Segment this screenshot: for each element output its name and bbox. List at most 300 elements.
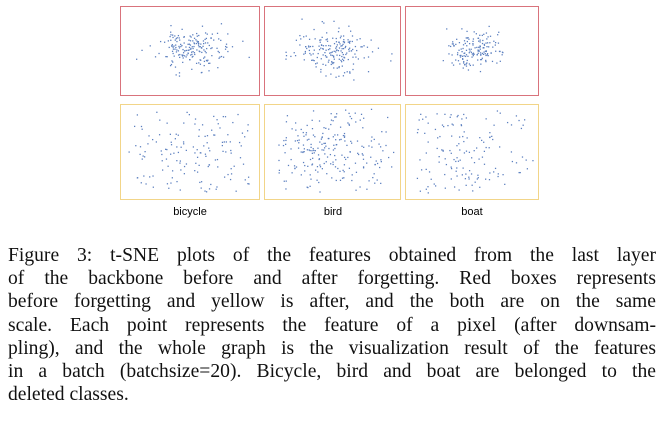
- scatter-point: [206, 48, 207, 49]
- scatter-point: [206, 52, 207, 53]
- scatter-point: [486, 147, 487, 148]
- scatter-point: [176, 74, 177, 75]
- scatter-point: [335, 51, 336, 52]
- scatter-point: [186, 50, 187, 51]
- scatter-point: [422, 119, 423, 120]
- scatter-point: [467, 137, 468, 138]
- scatter-point: [307, 125, 308, 126]
- scatter-point: [315, 150, 316, 151]
- scatter-point: [231, 152, 232, 153]
- scatter-point: [343, 54, 344, 55]
- scatter-point: [148, 135, 149, 136]
- scatter-point: [435, 129, 436, 130]
- scatter-point: [469, 43, 470, 44]
- scatter-point: [425, 116, 426, 117]
- scatter-point: [167, 183, 168, 184]
- scatter-point: [466, 54, 467, 55]
- scatter-point: [303, 144, 304, 145]
- scatter-point: [368, 71, 369, 72]
- class-label-bird: bird: [323, 206, 343, 218]
- scatter-point: [351, 50, 352, 51]
- scatter-point: [300, 38, 301, 39]
- scatter-point: [347, 157, 348, 158]
- scatter-point: [323, 45, 324, 46]
- scatter-point: [439, 156, 440, 157]
- scatter-point: [330, 54, 331, 55]
- scatter-point: [220, 40, 221, 41]
- scatter-point: [447, 125, 448, 126]
- scatter-point: [448, 53, 449, 54]
- scatter-point: [231, 173, 232, 174]
- scatter-point: [371, 140, 372, 141]
- scatter-point: [196, 43, 197, 44]
- scatter-point: [484, 44, 485, 45]
- scatter-point: [489, 179, 490, 180]
- scatter-point: [208, 147, 209, 148]
- scatter-point: [355, 113, 356, 114]
- scatter-point: [490, 36, 491, 37]
- scatter-point: [480, 55, 481, 56]
- scatter-point: [471, 56, 472, 57]
- scatter-point: [444, 174, 445, 175]
- scatter-point: [187, 44, 188, 45]
- scatter-point: [427, 186, 428, 187]
- scatter-point: [192, 56, 193, 57]
- scatter-point: [371, 136, 372, 137]
- scatter-point: [474, 47, 475, 48]
- scatter-point: [301, 129, 302, 130]
- scatter-point: [227, 134, 228, 135]
- scatter-point: [342, 44, 343, 45]
- scatter-point: [325, 65, 326, 66]
- scatter-point: [217, 33, 218, 34]
- scatter-point: [378, 143, 379, 144]
- scatter-point: [325, 143, 326, 144]
- scatter-point: [350, 31, 351, 32]
- scatter-point: [198, 45, 199, 46]
- scatter-point: [474, 31, 475, 32]
- scatter-point: [290, 56, 291, 57]
- scatter-point: [203, 49, 204, 50]
- scatter-point: [454, 45, 455, 46]
- scatter-point: [473, 55, 474, 56]
- scatter-point: [321, 144, 322, 145]
- scatter-point: [199, 182, 200, 183]
- scatter-point: [523, 125, 524, 126]
- scatter-point: [380, 183, 381, 184]
- scatter-point: [315, 170, 316, 171]
- scatter-point: [482, 40, 483, 41]
- scatter-point: [321, 44, 322, 45]
- scatter-point: [333, 149, 334, 150]
- scatter-point: [344, 164, 345, 165]
- scatter-point: [518, 120, 519, 121]
- scatter-point: [312, 128, 313, 129]
- scatter-point: [176, 49, 177, 50]
- scatter-point: [172, 51, 173, 52]
- scatter-point: [507, 122, 508, 123]
- scatter-point: [429, 171, 430, 172]
- scatter-point: [323, 143, 324, 144]
- scatter-point: [467, 60, 468, 61]
- scatter-point: [485, 42, 486, 43]
- scatter-point: [201, 72, 202, 73]
- scatter-point: [490, 52, 491, 53]
- scatter-point: [344, 171, 345, 172]
- scatter-point: [336, 41, 337, 42]
- scatter-point: [197, 171, 198, 172]
- scatter-point: [155, 56, 156, 57]
- scatter-point: [337, 44, 338, 45]
- scatter-point: [340, 37, 341, 38]
- scatter-point: [209, 150, 210, 151]
- scatter-point: [358, 58, 359, 59]
- scatter-point: [208, 70, 209, 71]
- scatter-point: [318, 154, 319, 155]
- scatter-point: [183, 57, 184, 58]
- scatter-point: [436, 113, 437, 114]
- scatter-point: [451, 166, 452, 167]
- scatter-point: [367, 47, 368, 48]
- scatter-point: [461, 118, 462, 119]
- scatter-point: [218, 123, 219, 124]
- scatter-point: [343, 39, 344, 40]
- scatter-point: [192, 46, 193, 47]
- scatter-point: [339, 59, 340, 60]
- scatter-point: [374, 173, 375, 174]
- scatter-point: [162, 169, 163, 170]
- scatter-point: [340, 50, 341, 51]
- scatter-point: [216, 119, 217, 120]
- scatter-point: [174, 55, 175, 56]
- scatter-point: [194, 38, 195, 39]
- scatter-point: [340, 139, 341, 140]
- scatter-point: [345, 159, 346, 160]
- scatter-point: [144, 156, 145, 157]
- scatter-point: [234, 166, 235, 167]
- scatter-point: [352, 35, 353, 36]
- after-forgetting-plot-bicycle: [120, 104, 260, 200]
- scatter-point: [298, 142, 299, 143]
- scatter-point: [178, 54, 179, 55]
- scatter-point: [180, 160, 181, 161]
- scatter-point: [483, 34, 484, 35]
- scatter-point: [342, 65, 343, 66]
- scatter-point: [301, 151, 302, 152]
- caption-line: scale. Each point represents the feature of a pixel (after downsam-: [8, 314, 656, 336]
- scatter-point: [308, 45, 309, 46]
- scatter-point: [242, 41, 243, 42]
- scatter-point: [304, 165, 305, 166]
- scatter-point: [493, 171, 494, 172]
- scatter-point: [477, 59, 478, 60]
- scatter-point: [325, 50, 326, 51]
- scatter-point: [328, 148, 329, 149]
- scatter-point: [183, 141, 184, 142]
- after-forgetting-plot-boat: [405, 104, 539, 200]
- scatter-point: [341, 45, 342, 46]
- scatter-point: [499, 51, 500, 52]
- scatter-point: [323, 22, 324, 23]
- scatter-point: [285, 144, 286, 145]
- scatter-point: [335, 159, 336, 160]
- scatter-point: [189, 49, 190, 50]
- scatter-point: [197, 149, 198, 150]
- scatter-point: [472, 190, 473, 191]
- scatter-point: [362, 155, 363, 156]
- scatter-point: [520, 172, 521, 173]
- scatter-point: [431, 179, 432, 180]
- scatter-point: [215, 159, 216, 160]
- scatter-point: [312, 60, 313, 61]
- scatter-point: [463, 67, 464, 68]
- scatter-point: [311, 60, 312, 61]
- scatter-point: [167, 56, 168, 57]
- scatter-point: [349, 51, 350, 52]
- scatter-point: [344, 57, 345, 58]
- scatter-point: [304, 148, 305, 149]
- scatter-point: [230, 150, 231, 151]
- scatter-point: [498, 173, 499, 174]
- scatter-point: [285, 59, 286, 60]
- scatter-point: [200, 152, 201, 153]
- scatter-point: [452, 43, 453, 44]
- scatter-point: [481, 59, 482, 60]
- scatter-point: [500, 113, 501, 114]
- scatter-point: [179, 72, 180, 73]
- scatter-point: [319, 164, 320, 165]
- scatter-point: [319, 49, 320, 50]
- scatter-point: [372, 51, 373, 52]
- scatter-point: [331, 113, 332, 114]
- scatter-point: [279, 170, 280, 171]
- scatter-point: [469, 49, 470, 50]
- scatter-point: [172, 47, 173, 48]
- scatter-point: [179, 162, 180, 163]
- scatter-point: [377, 163, 378, 164]
- scatter-point: [160, 41, 161, 42]
- scatter-point: [340, 45, 341, 46]
- scatter-point: [189, 47, 190, 48]
- scatter-point: [445, 188, 446, 189]
- scatter-point: [451, 153, 452, 154]
- scatter-point: [295, 140, 296, 141]
- scatter-point: [330, 73, 331, 74]
- scatter-point: [329, 53, 330, 54]
- scatter-point: [521, 128, 522, 129]
- scatter-point: [179, 37, 180, 38]
- scatter-point: [484, 164, 485, 165]
- scatter-point: [325, 55, 326, 56]
- scatter-point: [349, 73, 350, 74]
- scatter-point: [171, 144, 172, 145]
- scatter-point: [495, 51, 496, 52]
- scatter-point: [462, 174, 463, 175]
- scatter-point: [199, 51, 200, 52]
- scatter-point: [368, 180, 369, 181]
- scatter-point: [352, 57, 353, 58]
- scatter-point: [374, 164, 375, 165]
- class-label-bicycle: bicycle: [173, 206, 207, 218]
- scatter-point: [188, 40, 189, 41]
- scatter-point: [315, 38, 316, 39]
- scatter-point: [344, 72, 345, 73]
- scatter-point: [341, 155, 342, 156]
- scatter-point: [332, 38, 333, 39]
- scatter-point: [477, 38, 478, 39]
- scatter-point: [450, 117, 451, 118]
- scatter-point: [322, 168, 323, 169]
- scatter-point: [471, 157, 472, 158]
- scatter-point: [442, 124, 443, 125]
- scatter-point: [231, 168, 232, 169]
- tsne-scatter: [265, 7, 400, 95]
- scatter-point: [339, 43, 340, 44]
- scatter-point: [333, 62, 334, 63]
- scatter-point: [437, 148, 438, 149]
- scatter-point: [320, 69, 321, 70]
- scatter-point: [213, 39, 214, 40]
- scatter-point: [206, 38, 207, 39]
- scatter-point: [284, 152, 285, 153]
- scatter-point: [472, 43, 473, 44]
- scatter-point: [451, 54, 452, 55]
- scatter-point: [464, 131, 465, 132]
- scatter-point: [192, 51, 193, 52]
- scatter-point: [247, 124, 248, 125]
- scatter-point: [209, 188, 210, 189]
- scatter-point: [286, 121, 287, 122]
- scatter-point: [210, 48, 211, 49]
- scatter-point: [170, 40, 171, 41]
- scatter-point: [342, 59, 343, 60]
- scatter-point: [176, 181, 177, 182]
- scatter-point: [285, 52, 286, 53]
- scatter-point: [182, 62, 183, 63]
- scatter-point: [476, 147, 477, 148]
- scatter-point: [463, 61, 464, 62]
- scatter-point: [142, 158, 143, 159]
- scatter-point: [497, 34, 498, 35]
- scatter-point: [323, 49, 324, 50]
- scatter-point: [313, 150, 314, 151]
- after-forgetting-plot-bird: [264, 104, 401, 200]
- scatter-point: [456, 39, 457, 40]
- scatter-point: [480, 39, 481, 40]
- scatter-point: [307, 166, 308, 167]
- scatter-point: [295, 122, 296, 123]
- scatter-point: [338, 42, 339, 43]
- scatter-point: [219, 56, 220, 57]
- scatter-point: [207, 33, 208, 34]
- scatter-point: [351, 180, 352, 181]
- scatter-point: [380, 159, 381, 160]
- scatter-point: [482, 157, 483, 158]
- scatter-point: [171, 64, 172, 65]
- scatter-point: [310, 144, 311, 145]
- scatter-point: [339, 66, 340, 67]
- scatter-point: [491, 136, 492, 137]
- scatter-point: [297, 135, 298, 136]
- scatter-point: [480, 52, 481, 53]
- scatter-point: [368, 56, 369, 57]
- scatter-point: [326, 32, 327, 33]
- scatter-point: [153, 187, 154, 188]
- scatter-point: [336, 50, 337, 51]
- scatter-point: [170, 34, 171, 35]
- scatter-point: [341, 56, 342, 57]
- scatter-point: [331, 177, 332, 178]
- scatter-point: [243, 164, 244, 165]
- scatter-point: [171, 45, 172, 46]
- scatter-point: [176, 146, 177, 147]
- scatter-point: [194, 43, 195, 44]
- scatter-point: [173, 45, 174, 46]
- scatter-point: [334, 43, 335, 44]
- scatter-point: [485, 61, 486, 62]
- scatter-point: [137, 177, 138, 178]
- scatter-point: [495, 44, 496, 45]
- scatter-point: [194, 123, 195, 124]
- scatter-point: [486, 32, 487, 33]
- scatter-point: [288, 165, 289, 166]
- scatter-point: [345, 54, 346, 55]
- scatter-point: [334, 116, 335, 117]
- scatter-point: [197, 157, 198, 158]
- scatter-point: [190, 36, 191, 37]
- scatter-point: [339, 55, 340, 56]
- scatter-point: [341, 48, 342, 49]
- scatter-point: [211, 55, 212, 56]
- scatter-point: [496, 62, 497, 63]
- scatter-point: [324, 147, 325, 148]
- scatter-point: [168, 188, 169, 189]
- scatter-point: [527, 168, 528, 169]
- scatter-point: [236, 191, 237, 192]
- scatter-point: [483, 47, 484, 48]
- scatter-point: [331, 119, 332, 120]
- scatter-point: [221, 56, 222, 57]
- scatter-point: [212, 33, 213, 34]
- scatter-point: [191, 52, 192, 53]
- scatter-point: [428, 123, 429, 124]
- scatter-point: [226, 47, 227, 48]
- scatter-point: [232, 122, 233, 123]
- scatter-point: [290, 159, 291, 160]
- scatter-point: [303, 54, 304, 55]
- scatter-point: [183, 143, 184, 144]
- scatter-point: [426, 189, 427, 190]
- scatter-point: [186, 150, 187, 151]
- scatter-point: [334, 134, 335, 135]
- scatter-point: [156, 112, 157, 113]
- scatter-point: [419, 119, 420, 120]
- scatter-point: [313, 29, 314, 30]
- scatter-point: [203, 145, 204, 146]
- scatter-point: [512, 161, 513, 162]
- scatter-point: [222, 151, 223, 152]
- scatter-point: [174, 49, 175, 50]
- scatter-point: [468, 177, 469, 178]
- scatter-point: [347, 122, 348, 123]
- scatter-point: [242, 133, 243, 134]
- scatter-point: [142, 129, 143, 130]
- scatter-point: [355, 56, 356, 57]
- scatter-point: [303, 132, 304, 133]
- scatter-point: [172, 177, 173, 178]
- scatter-point: [134, 126, 135, 127]
- scatter-point: [344, 137, 345, 138]
